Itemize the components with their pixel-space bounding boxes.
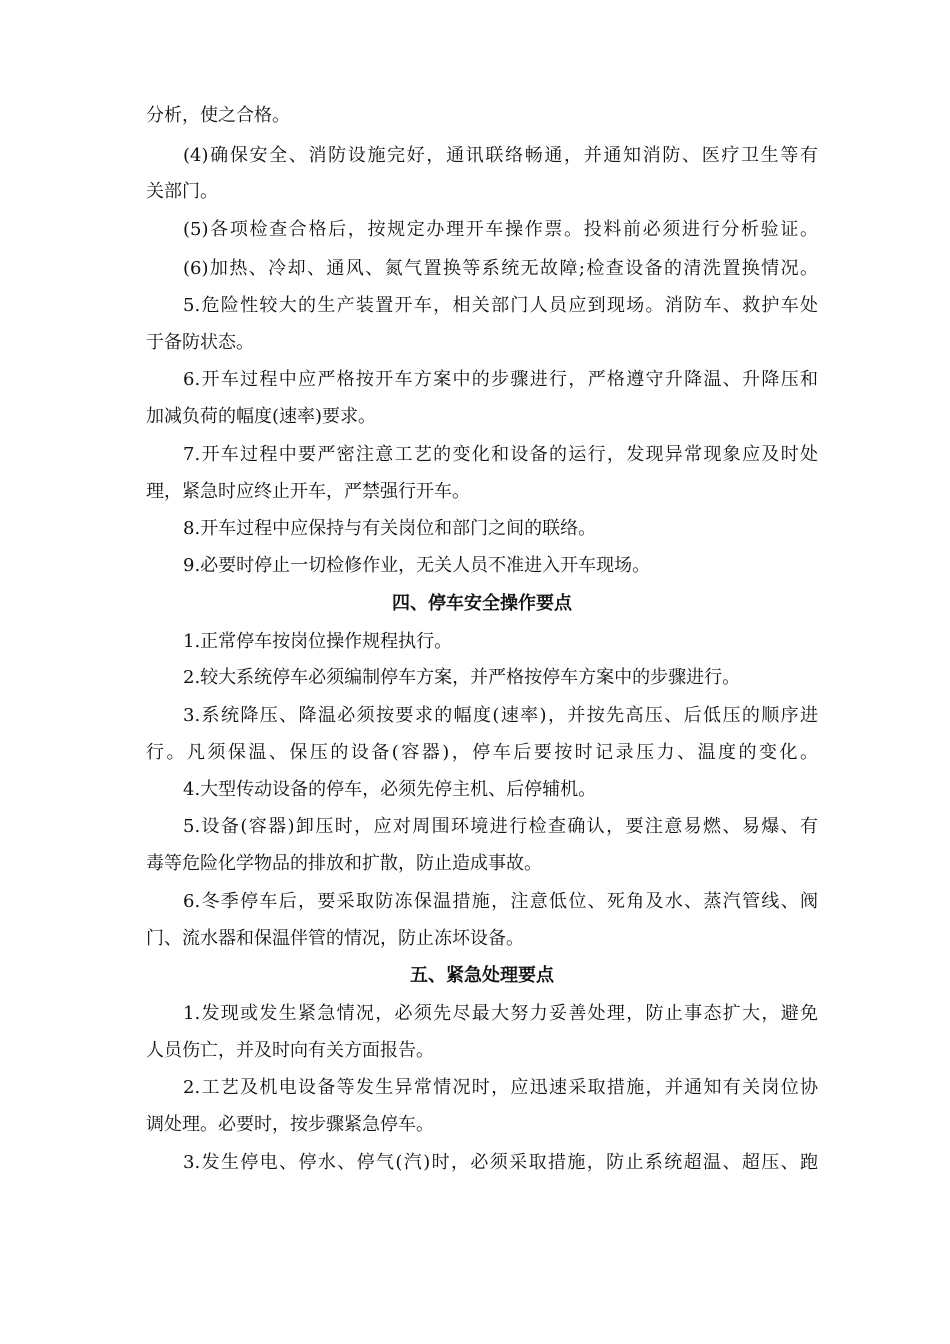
paragraph-line: 调处理。必要时，按步骤紧急停车。 xyxy=(146,1114,434,1135)
paragraph-line: 7.开车过程中要严密注意工艺的变化和设备的运行，发现异常现象应及时处 xyxy=(183,444,818,465)
paragraph-line: 4.大型传动设备的停车，必须先停主机、后停辅机。 xyxy=(183,779,597,800)
paragraph-line: 理，紧急时应终止开车，严禁强行开车。 xyxy=(146,481,470,502)
paragraph-line: 9.必要时停止一切检修作业，无关人员不准进入开车现场。 xyxy=(183,555,651,576)
paragraph-line: 行。凡须保温、保压的设备(容器)，停车后要按时记录压力、温度的变化。 xyxy=(146,742,818,763)
paragraph-line: 6.开车过程中应严格按开车方案中的步骤进行，严格遵守升降温、升降压和 xyxy=(183,369,818,390)
paragraph-line: 分析，使之合格。 xyxy=(146,105,290,126)
section-heading: 四、停车安全操作要点 xyxy=(392,593,572,614)
section-heading: 五、紧急处理要点 xyxy=(410,965,554,986)
paragraph-line: 1.发现或发生紧急情况，必须先尽最大努力妥善处理，防止事态扩大，避免 xyxy=(183,1003,818,1024)
paragraph-line: 3.系统降压、降温必须按要求的幅度(速率)，并按先高压、后低压的顺序进 xyxy=(183,705,818,726)
paragraph-line: 3.发生停电、停水、停气(汽)时，必须采取措施，防止系统超温、超压、跑 xyxy=(183,1152,818,1173)
paragraph-line: 2.较大系统停车必须编制停车方案，并严格按停车方案中的步骤进行。 xyxy=(183,667,741,688)
paragraph-line: 于备防状态。 xyxy=(146,332,254,353)
paragraph-line: 6.冬季停车后，要采取防冻保温措施，注意低位、死角及水、蒸汽管线、阀 xyxy=(183,891,818,912)
paragraph-line: 关部门。 xyxy=(146,181,218,202)
paragraph-line: 8.开车过程中应保持与有关岗位和部门之间的联络。 xyxy=(183,518,597,539)
paragraph-line: 2.工艺及机电设备等发生异常情况时，应迅速采取措施，并通知有关岗位协 xyxy=(183,1077,818,1098)
paragraph-line: 1.正常停车按岗位操作规程执行。 xyxy=(183,631,453,652)
paragraph-line: (5)各项检查合格后，按规定办理开车操作票。投料前必须进行分析验证。 xyxy=(183,219,818,240)
paragraph-line: 5.危险性较大的生产装置开车，相关部门人员应到现场。消防车、救护车处 xyxy=(183,295,818,316)
paragraph-line: (6)加热、冷却、通风、氮气置换等系统无故障;检查设备的清洗置换情况。 xyxy=(183,258,818,279)
paragraph-line: 5.设备(容器)卸压时，应对周围环境进行检查确认，要注意易燃、易爆、有 xyxy=(183,816,818,837)
paragraph-line: 门、流水器和保温伴管的情况，防止冻坏设备。 xyxy=(146,928,524,949)
paragraph-line: 加减负荷的幅度(速率)要求。 xyxy=(146,406,377,427)
paragraph-line: 人员伤亡，并及时向有关方面报告。 xyxy=(146,1040,434,1061)
paragraph-line: 毒等危险化学物品的排放和扩散，防止造成事故。 xyxy=(146,853,542,874)
paragraph-line: (4)确保安全、消防设施完好，通讯联络畅通，并通知消防、医疗卫生等有 xyxy=(183,145,818,166)
